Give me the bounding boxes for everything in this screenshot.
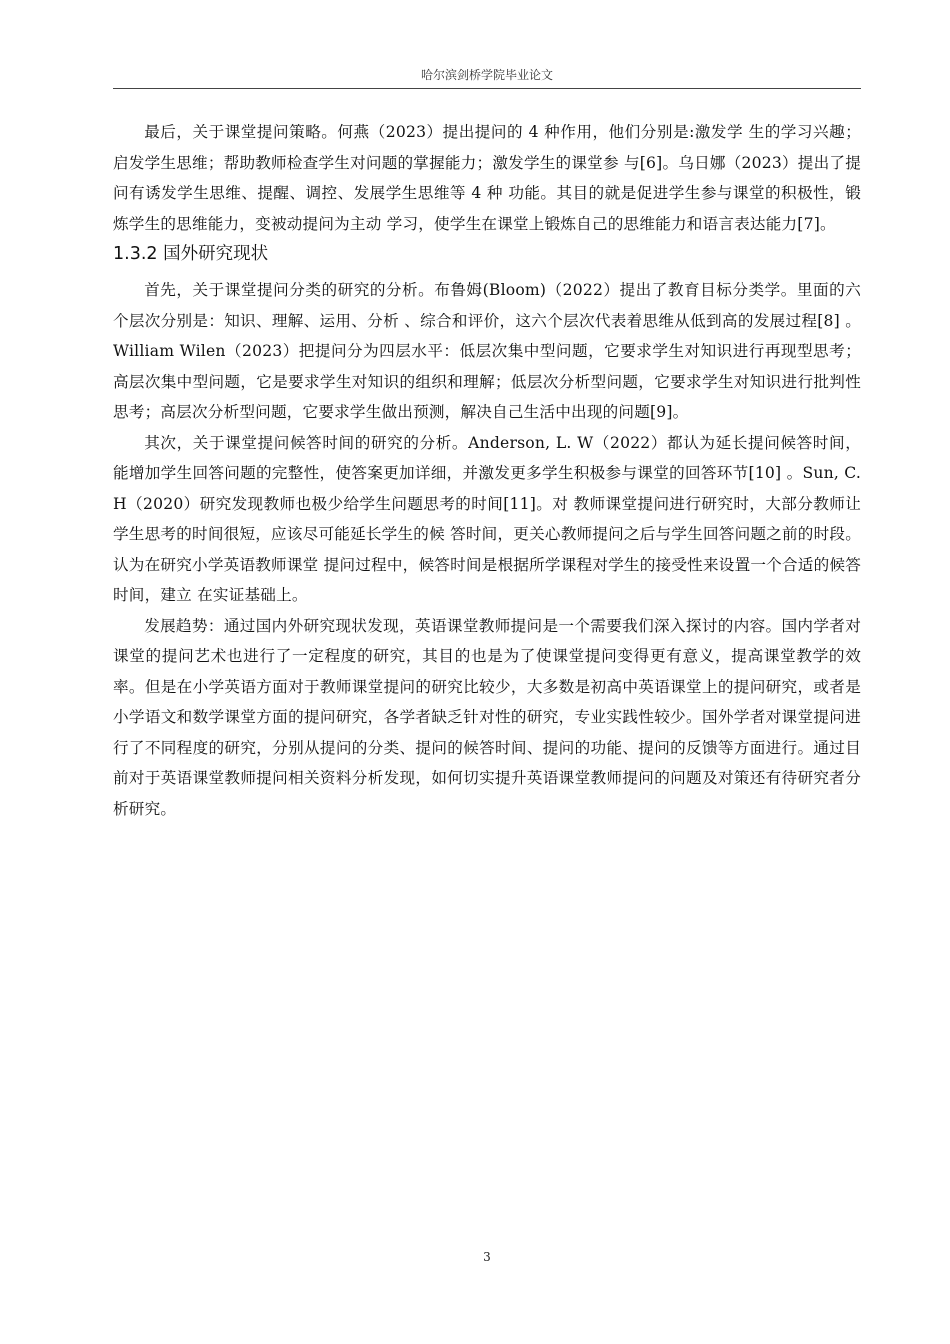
paragraph-wait-time: 其次，关于课堂提问候答时间的研究的分析。Anderson, L. W（2022）都认为延长提问候答时间，能增加学生回答问题的完整性，使答案更加详细，并激发更多学生积极参与课堂的回答环节[10] 。Sun, C. H（2020）研究发现教师也极少给学生问题思考的时间[11]。对 教师课堂提问进行研究时，大部分教师让学生思考的时间很短，应该尽可能延长学生的候 答时间，更关心教师提问之后与学生回答问题之前的时段。认为在研究小学英语教师课堂 提问过程中，候答时间是根据所学课程对学生的接受性来设置一个合适的候答时间，建立 在实证基础上。 [113, 433, 861, 604]
page-body [113, 117, 861, 824]
section-heading-foreign-research: 1.3.2 国外研究现状 [113, 244, 269, 264]
page-number: 3 [483, 1250, 491, 1264]
paragraph-trends: 发展趋势：通过国内外研究现状发现，英语课堂教师提问是一个需要我们深入探讨的内容。国内学者对课堂的提问艺术也进行了一定程度的研究，其目的也是为了使课堂提问变得更有意义，提高课堂教学的效率。但是在小学英语方面对于教师课堂提问的研究比较少，大多数是初高中英语课堂上的提问研究，或者是小学语文和数学课堂方面的提问研究，各学者缺乏针对性的研究，专业实践性较少。国外学者对课堂提问进行了不同程度的研究，分别从提问的分类、提问的候答时间、提问的功能、提问的反馈等方面进行。通过目前对于英语课堂教师提问相关资料分析发现，如何切实提升英语课堂教师提问的问题及对策还有待研究者分析研究。 [113, 616, 861, 818]
header-divider [113, 88, 861, 89]
running-header: 哈尔滨剑桥学院毕业论文 [420, 68, 553, 82]
paragraph-question-classification: 首先，关于课堂提问分类的研究的分析。布鲁姆(Bloom)（2022）提出了教育目标分类学。里面的六个层次分别是：知识、理解、运用、分析 、综合和评价，这六个层次代表着思维从低到高的发展过程[8] 。William Wilen（2023）把提问分为四层水平：低层次集中型问题，它要求学生对知识进行再现型思考；高层次集中型问题，它是要求学生对知识的组织和理解；低层次分析型问题，它要求学生对知识进行批判性思考；高层次分析型问题，它要求学生做出预测，解决自己生活中出现的问题[9]。 [113, 281, 861, 421]
paragraph-strategies: 最后，关于课堂提问策略。何燕（2023）提出提问的 4 种作用，他们分别是:激发学 生的学习兴趣；启发学生思维；帮助教师检查学生对问题的掌握能力；激发学生的课堂参 与[6]。乌日娜（2023）提出了提问有诱发学生思维、提醒、调控、发展学生思维等 4 种 功能。其目的就是促进学生参与课堂的积极性，锻炼学生的思维能力，变被动提问为主动 学习，使学生在课堂上锻炼自己的思维能力和语言表达能力[7]。 [113, 123, 861, 233]
